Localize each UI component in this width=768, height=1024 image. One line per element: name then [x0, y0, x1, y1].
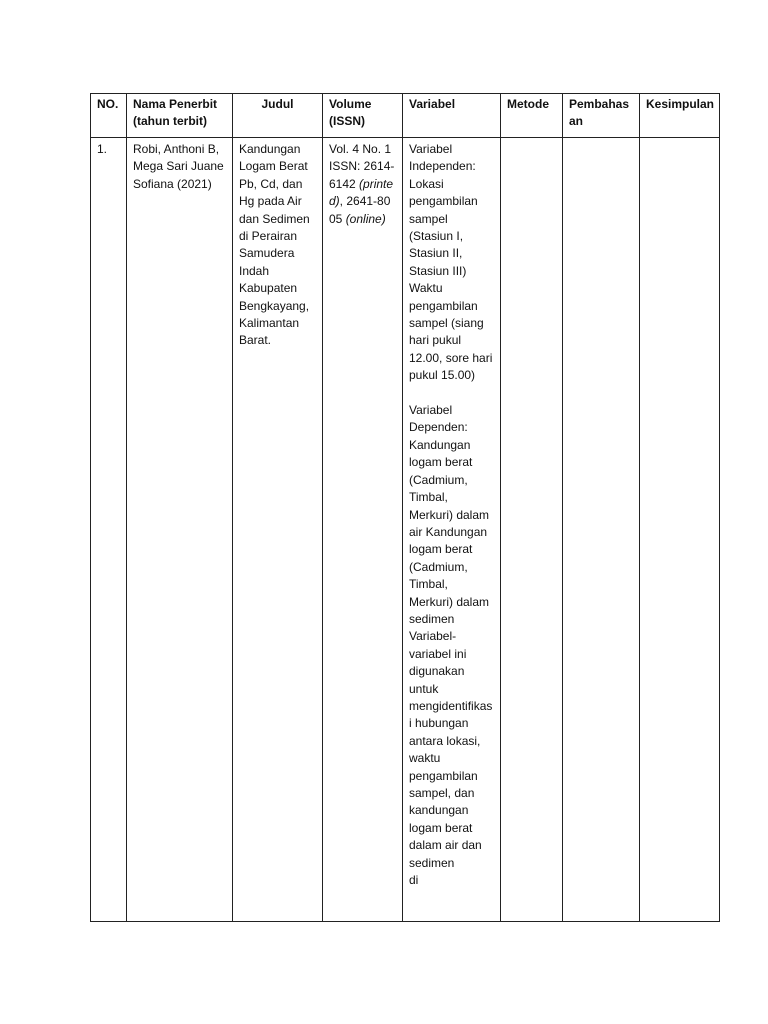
header-kesimpulan: Kesimpulan [640, 94, 720, 138]
header-pembahasan: Pembahasan [563, 94, 640, 138]
header-no: NO. [91, 94, 127, 138]
cell-no: 1. [91, 138, 127, 922]
header-variabel: Variabel [403, 94, 501, 138]
cell-metode [501, 138, 563, 922]
header-judul: Judul [233, 94, 323, 138]
cell-pembahasan [563, 138, 640, 922]
volume-issn-text: Vol. 4 No. 1 ISSN: 2614-6142 [329, 142, 395, 191]
volume-online-label: (online) [345, 211, 386, 226]
paragraph-gap [409, 385, 494, 402]
header-nama-penerbit: Nama Penerbit (tahun terbit) [127, 94, 233, 138]
header-volume: Volume (ISSN) [323, 94, 403, 138]
volume-printed-label: (printed) [329, 176, 394, 209]
literature-review-table [90, 93, 720, 922]
header-row [91, 94, 720, 138]
cell-nama-penerbit: Robi, Anthoni B, Mega Sari Juane Sofiana (2021) [127, 138, 233, 922]
cell-kesimpulan [640, 138, 720, 922]
header-metode: Metode [501, 94, 563, 138]
cell-judul: Kandungan Logam Berat Pb, Cd, dan Hg pada Air dan Sedimen di Perairan Samudera Indah Kabupaten Bengkayang, Kalimantan Barat. [233, 138, 323, 922]
variabel-dependen-text: Variabel Dependen: Kandungan logam berat (Cadmium, Timbal, Merkuri) dalam air Kandungan logam berat (Cadmium, Timbal, Merkuri) dalam sedimen Variabel-variabel ini digunakan untuk mengidentifikasi hubungan antara lokasi, waktu pengambilan sampel, dan kandungan logam berat dalam air dan sedimen [409, 403, 493, 870]
cell-volume [323, 138, 403, 922]
variabel-independen-text: Variabel Independen: Lokasi pengambilan sampel (Stasiun I, Stasiun II, Stasiun III) Waktu pengambilan sampel (siang hari pukul 12.00, sore hari pukul 15.00) [409, 142, 493, 383]
cell-variabel [403, 138, 501, 922]
volume-issn-online-text: , 2641-8005 [329, 194, 391, 226]
table-row [91, 138, 720, 922]
variabel-trailing-text: di [409, 873, 419, 888]
